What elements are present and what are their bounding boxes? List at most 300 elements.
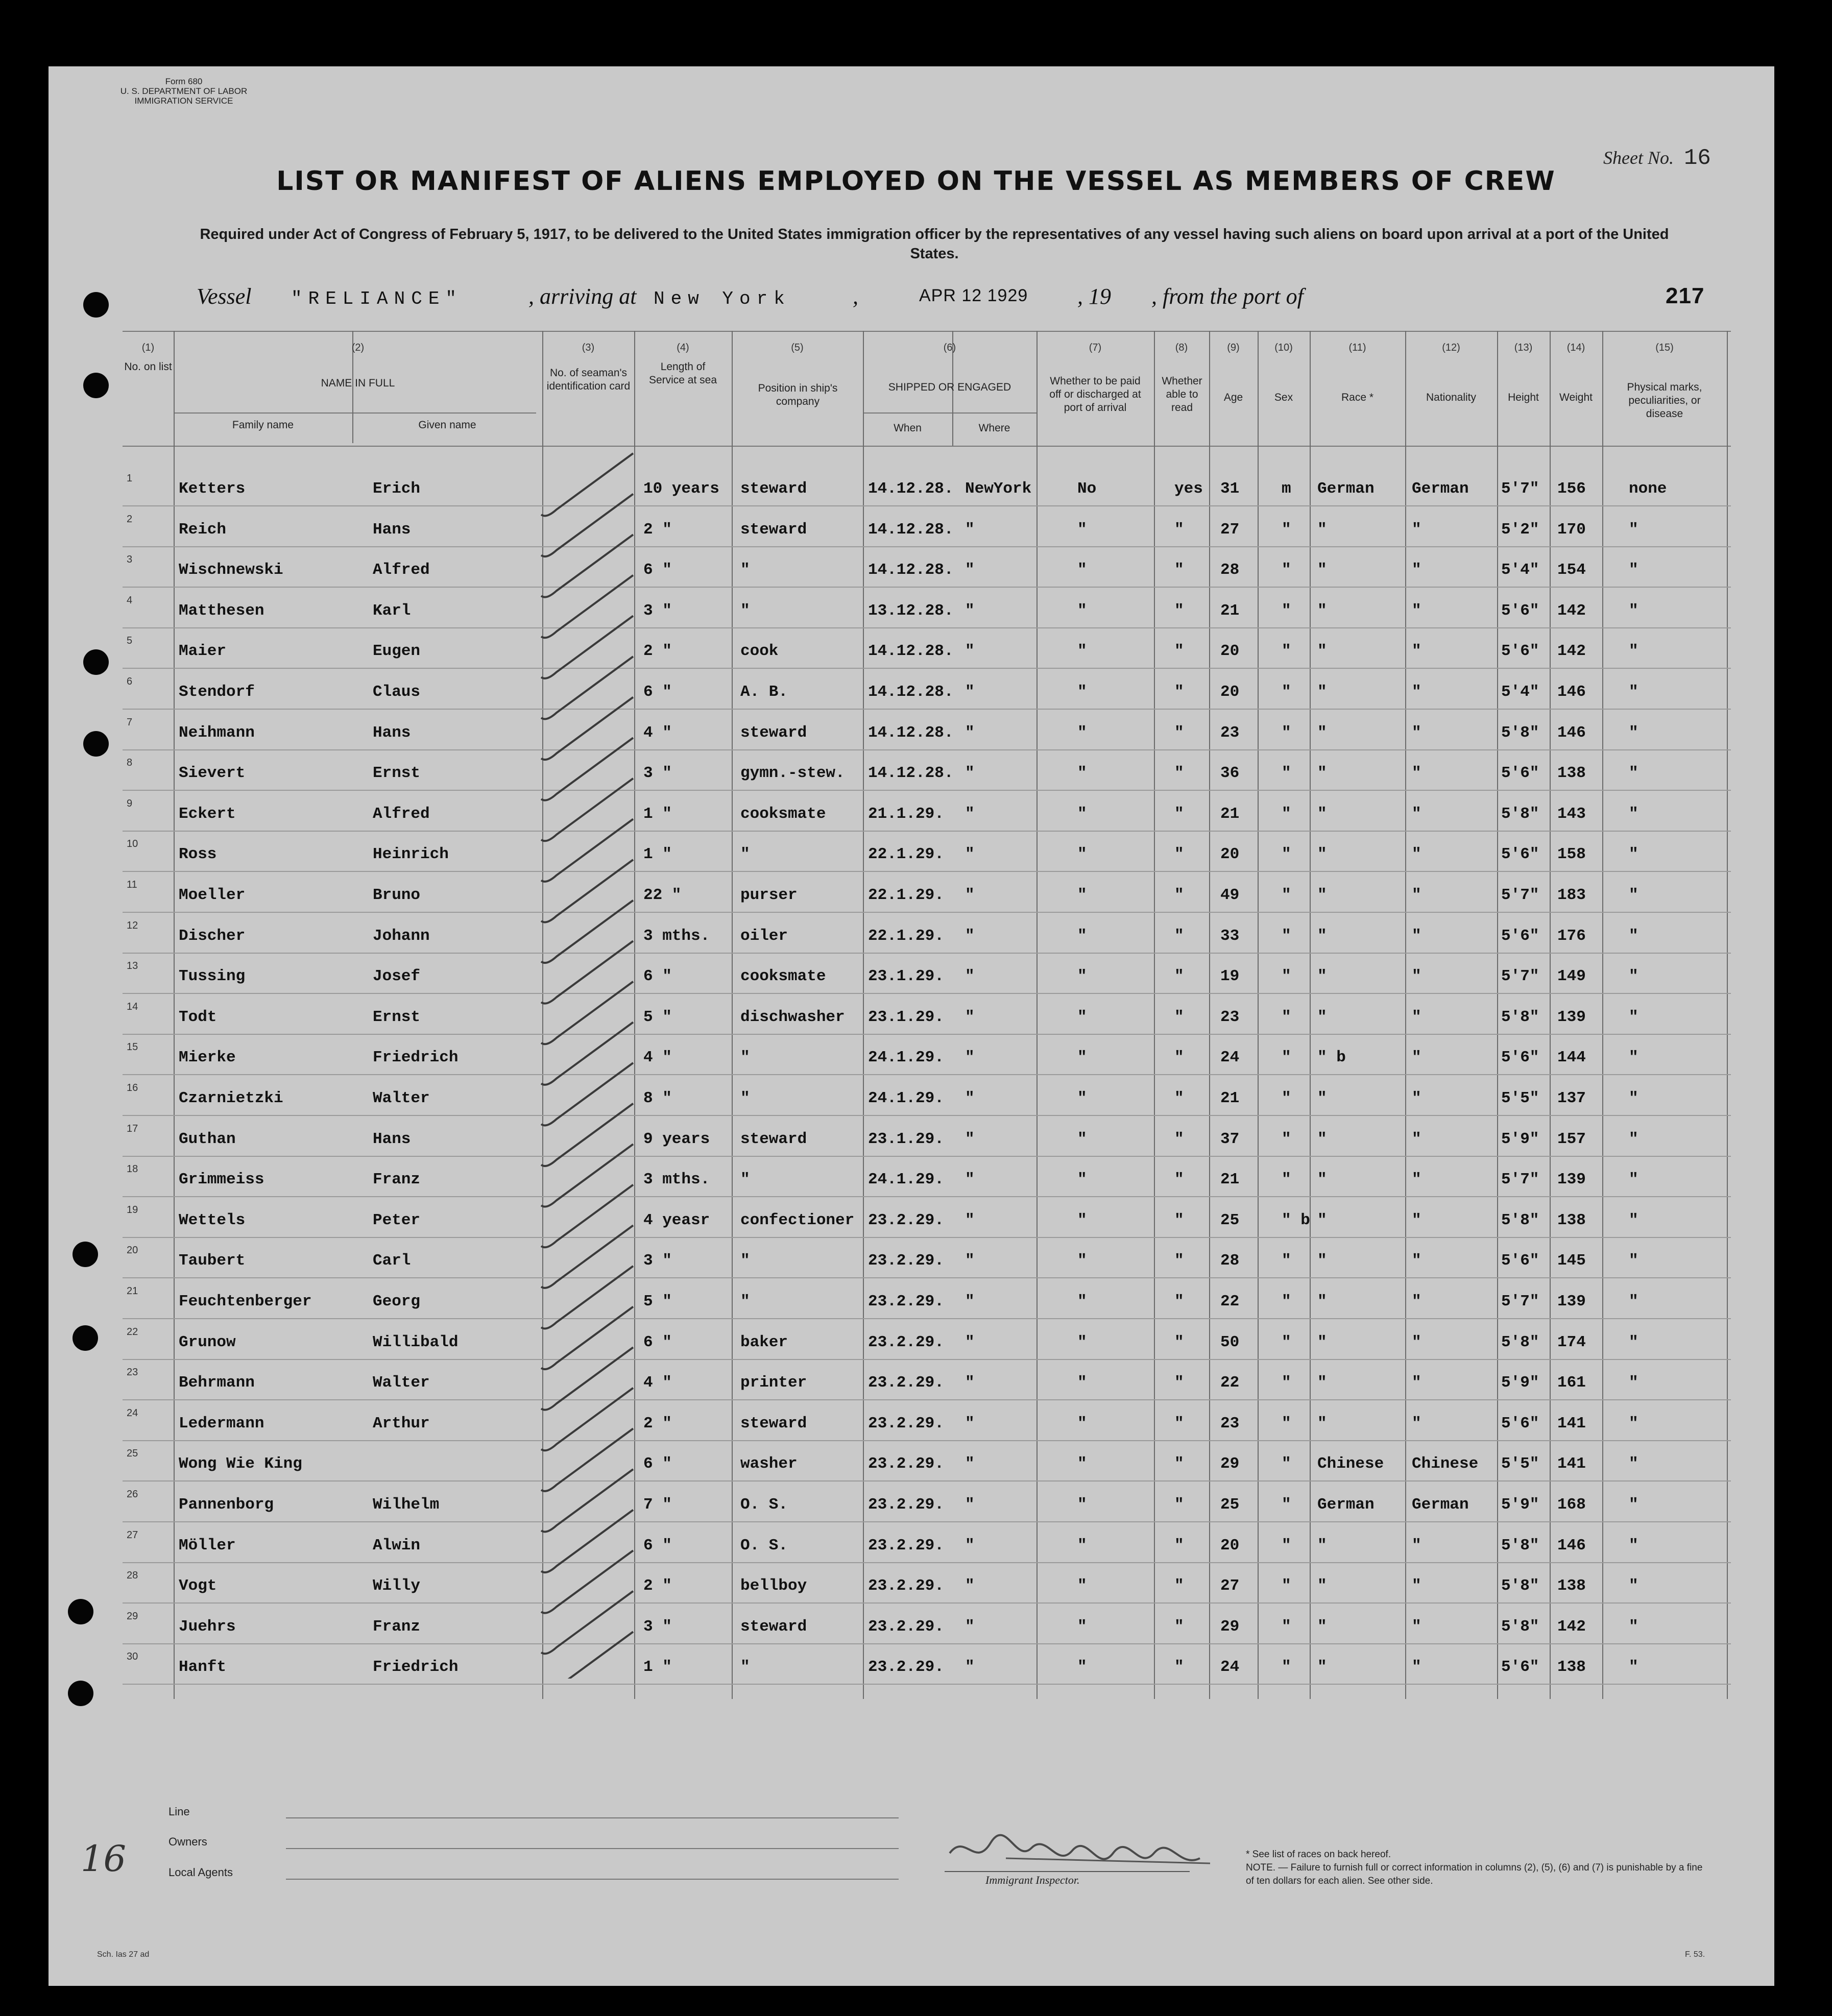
cell-n: 17 xyxy=(127,1123,138,1134)
cell-given: Georg xyxy=(373,1293,421,1310)
cell-paid: " xyxy=(1077,886,1087,904)
cell-height: 5'7" xyxy=(1501,1293,1539,1310)
col-where: Where xyxy=(978,422,1010,434)
cell-where: " xyxy=(965,1293,975,1310)
cell-race: " xyxy=(1317,1252,1327,1270)
cell-age: 29 xyxy=(1220,1455,1240,1473)
cell-read: " xyxy=(1174,1252,1184,1270)
cell-given: Walter xyxy=(373,1089,430,1107)
cell-position: steward xyxy=(740,1618,807,1636)
cell-nat: " xyxy=(1412,1333,1421,1351)
cell-n: 8 xyxy=(127,757,133,768)
cell-marks: " xyxy=(1629,1252,1638,1270)
cell-marks: " xyxy=(1629,1171,1638,1188)
sheet-value: 16 xyxy=(1683,145,1711,171)
cell-height: 5'8" xyxy=(1501,1211,1539,1229)
binder-hole xyxy=(83,731,109,757)
cell-paid: " xyxy=(1077,642,1087,660)
table-row xyxy=(123,1651,1731,1679)
cell-when: 23.2.29. xyxy=(868,1496,944,1514)
cell-height: 5'8" xyxy=(1501,805,1539,823)
table-row xyxy=(123,514,1731,541)
cell-marks: " xyxy=(1629,602,1638,620)
col-given-name: Given name xyxy=(418,419,476,431)
cell-read: " xyxy=(1174,642,1184,660)
cell-weight: 154 xyxy=(1557,561,1586,579)
cell-race: " xyxy=(1317,683,1327,701)
cell-read: " xyxy=(1174,1008,1184,1026)
cell-weight: 141 xyxy=(1557,1455,1586,1473)
cell-weight: 138 xyxy=(1557,1658,1586,1676)
cell-where: " xyxy=(965,724,975,742)
cell-marks: " xyxy=(1629,724,1638,742)
cell-where: " xyxy=(965,642,975,660)
cell-position: steward xyxy=(740,480,807,498)
cell-read: " xyxy=(1174,845,1184,863)
cell-read: " xyxy=(1174,1211,1184,1229)
cell-paid: " xyxy=(1077,1333,1087,1351)
cell-age: 37 xyxy=(1220,1130,1240,1148)
cell-n: 26 xyxy=(127,1489,138,1500)
cell-when: 21.1.29. xyxy=(868,805,944,823)
cell-nat: " xyxy=(1412,1211,1421,1229)
cell-sex: " xyxy=(1282,764,1291,782)
check-mark xyxy=(541,738,633,800)
table-row xyxy=(123,1245,1731,1272)
cell-age: 25 xyxy=(1220,1211,1240,1229)
check-mark xyxy=(541,1469,633,1532)
cell-sex: " xyxy=(1282,561,1291,579)
cell-read: " xyxy=(1174,1374,1184,1392)
date-stamp: APR 12 1929 xyxy=(919,286,1028,305)
cell-where: " xyxy=(965,764,975,782)
from-port-label: , from the port of xyxy=(1151,284,1304,309)
cell-family: Pannenborg xyxy=(179,1496,274,1514)
cell-n: 24 xyxy=(127,1407,138,1419)
check-mark xyxy=(541,697,633,760)
cell-age: 19 xyxy=(1220,967,1240,985)
check-mark xyxy=(541,1266,633,1328)
table-row xyxy=(123,1529,1731,1557)
cell-given: Carl xyxy=(373,1252,411,1270)
cell-family: Reich xyxy=(179,521,227,539)
cell-race: German xyxy=(1317,1496,1375,1514)
cell-service: 3 " xyxy=(643,764,672,782)
cell-race: " xyxy=(1317,845,1327,863)
cell-given: Hans xyxy=(373,1130,411,1148)
cell-marks: " xyxy=(1629,1130,1638,1148)
cell-weight: 138 xyxy=(1557,764,1586,782)
cell-family: Moeller xyxy=(179,886,246,904)
cell-height: 5'7" xyxy=(1501,1171,1539,1188)
cell-family: Wettels xyxy=(179,1211,246,1229)
cell-n: 20 xyxy=(127,1245,138,1256)
table-row xyxy=(123,554,1731,581)
cell-n: 13 xyxy=(127,960,138,971)
cell-sex: " xyxy=(1282,1577,1291,1595)
cell-where: " xyxy=(965,886,975,904)
cell-family: Feuchtenberger xyxy=(179,1293,312,1310)
cell-service: 3 " xyxy=(643,1618,672,1636)
cell-weight: 146 xyxy=(1557,683,1586,701)
cell-sex: " xyxy=(1282,1658,1291,1676)
cell-sex: " xyxy=(1282,724,1291,742)
cell-marks: " xyxy=(1629,1496,1638,1514)
cell-paid: No xyxy=(1077,480,1097,498)
col-length-service: Length of Service at sea xyxy=(648,361,717,386)
cell-read: " xyxy=(1174,1496,1184,1514)
cell-nat: " xyxy=(1412,1374,1421,1392)
cell-service: 7 " xyxy=(643,1496,672,1514)
cell-service: 8 " xyxy=(643,1089,672,1107)
crew-manifest-table: (1) (2) (3) (4) (5) (6) (7) (8) (9) (10) (11) (12) (13) (14) (15) No. on list NAME IN FULL Family name Given name No. of seaman's identification card Length of Service at sea Position in ship's company SHIPPED OR ENGAGED When Where Whether to be paid off or discharged at port of arrival Whether able to read Age Sex Race * Nationality Height Weight Physical marks, peculiarities, or disease 1 Ketters Erich 10 years steward 14.12.28. NewYork No yes 31 m German German 5'7" 156 none 2 Reich Hans 2 " steward 14.12.28. " " " 27 " " " 5'2" 170 " 3 Wischnewski Alfred 6 " " 14.12.28. " " " 28 " " " 5'4" 154 " 4 Matthesen Karl 3 " " 13.12.28. " " " 21 " " " 5'6" 142 " 5 Maier Eugen 2 " cook 14.12.28. " " " 20 " " " 5'6" 142 " 6 Stendorf Claus 6 " A. B. 14.12.28. " " " 20 " " " 5'4" 146 " 7 Neihmann Hans 4 " steward 14.12.28. " " " 23 " " " 5'8" 146 " 8 Sievert Ernst 3 " gymn.-stew. 14.12.28. " " " 36 " " " 5'6" 138 " 9 Eckert Alfred 1 " cooksmate 21.1.29. " " " 21 " " " 5'8" 143 " 10 Ross Heinrich 1 " " 22.1.29. " " " 20 " " " 5'6" 158 " 11 Moeller Bruno 22 " purser 22.1.29. " " " 49 " " " 5'7" 183 " 12 Discher Johann 3 mths. oiler 22.1.29. " " " 33 " " " 5'6" 176 " 13 Tussing Josef 6 " cooksmate 23.1.29. " " " 19 " " " 5'7" 149 " 14 Todt Ernst 5 " dischwasher 23.1.29. " " " 23 " " " 5'8" 139 " 15 Mierke Friedrich 4 " " 24.1.29. " " " 24 " " b " 5'6" 144 " 16 Czarnietzki Walter 8 " " 24.1.29. " " " 21 " " " 5'5" 137 " 17 Guthan Hans 9 years steward 23.1.29. " " " 37 " " " 5'9" 157 " 18 Grimmeiss Franz 3 mths. " 24.1.29. " " " 21 " " " 5'7" 139 " 19 Wettels Peter 4 yeasr confectioner 23.2.29. " " " 25 " b " " 5'8" 138 " 20 Taubert Carl 3 " " 23.2.29. " " " 28 " " " 5'6" 145 " 21 Feuchtenberger Georg 5 " " 23.2.29. " " " 22 " " " 5'7" 139 " 22 Grunow Willibald 6 " baker 23.2.29. " " " 50 " " " 5'8" 174 " 23 Behrmann Walter 4 " printer 23.2.29. " " " 22 " " " 5'9" 161 " 24 Ledermann Arthur 2 " steward 23.2.29. " " " 23 " " " 5'6" 141 " 25 Wong Wie King 6 " washer 23.2.29. " " " 29 " Chinese Chinese 5'5" 141 " 26 Pannenborg Wilhelm 7 " O. S. 23.2.29. " " " 25 " German German 5'9" 168 " 27 Möller Alwin 6 " O. S. 23.2.29. " " " 20 " " " 5'8" 146 " 28 Vogt Willy 2 " bellboy 23.2.29. " " " 27 " " " 5'8" 138 " 29 Juehrs Franz 3 " steward 23.2.29. " " " 29 " " " 5'8" 142 " 30 Hanft Friedrich 1 " " 23.2.29. " " " 24 " " " 5'6" 138 " xyxy=(123,331,1731,1699)
cell-service: 4 " xyxy=(643,724,672,742)
cell-height: 5'6" xyxy=(1501,642,1539,660)
cell-where: " xyxy=(965,1089,975,1107)
col-name-in-full: NAME IN FULL xyxy=(321,377,395,389)
cell-nat: " xyxy=(1412,967,1421,985)
cell-n: 12 xyxy=(127,920,138,931)
cell-read: " xyxy=(1174,967,1184,985)
cell-service: 4 yeasr xyxy=(643,1211,710,1229)
cell-age: 20 xyxy=(1220,1537,1240,1554)
cell-race: " xyxy=(1317,1008,1327,1026)
cell-n: 10 xyxy=(127,838,138,849)
cell-height: 5'5" xyxy=(1501,1455,1539,1473)
cell-service: 6 " xyxy=(643,1455,672,1473)
cell-race: " xyxy=(1317,521,1327,539)
cell-weight: 170 xyxy=(1557,521,1586,539)
cell-nat: " xyxy=(1412,1577,1421,1595)
cell-race: " xyxy=(1317,886,1327,904)
binder-hole xyxy=(83,373,109,398)
cell-race: " xyxy=(1317,805,1327,823)
cell-when: 13.12.28. xyxy=(868,602,954,620)
col-age: Age xyxy=(1223,392,1243,403)
cell-given: Josef xyxy=(373,967,421,985)
cell-service: 6 " xyxy=(643,967,672,985)
cell-service: 6 " xyxy=(643,1333,672,1351)
cell-where: " xyxy=(965,1130,975,1148)
cell-given: Wilhelm xyxy=(373,1496,440,1514)
cell-sex: " xyxy=(1282,1089,1291,1107)
cell-where: NewYork xyxy=(965,480,1032,498)
cell-where: " xyxy=(965,805,975,823)
cell-where: " xyxy=(965,602,975,620)
cell-race: " xyxy=(1317,602,1327,620)
cell-where: " xyxy=(965,1496,975,1514)
cell-read: " xyxy=(1174,1577,1184,1595)
cell-when: 14.12.28. xyxy=(868,521,954,539)
cell-race: " b xyxy=(1317,1049,1346,1066)
year-label: , 19 xyxy=(1077,284,1111,309)
cell-sex: " xyxy=(1282,845,1291,863)
check-mark xyxy=(541,1144,633,1206)
cell-when: 23.2.29. xyxy=(868,1293,944,1310)
cell-nat: " xyxy=(1412,521,1421,539)
cell-read: " xyxy=(1174,1049,1184,1066)
cell-family: Discher xyxy=(179,927,246,945)
cell-family: Neihmann xyxy=(179,724,255,742)
cell-read: " xyxy=(1174,521,1184,539)
cell-nat: " xyxy=(1412,1049,1421,1066)
table-row xyxy=(123,757,1731,785)
cell-paid: " xyxy=(1077,1211,1087,1229)
cell-n: 30 xyxy=(127,1651,138,1662)
cell-service: 2 " xyxy=(643,521,672,539)
cell-paid: " xyxy=(1077,1089,1087,1107)
table-row xyxy=(123,595,1731,622)
cell-service: 3 " xyxy=(643,1252,672,1270)
cell-read: " xyxy=(1174,886,1184,904)
cell-age: 27 xyxy=(1220,1577,1240,1595)
cell-height: 5'6" xyxy=(1501,1658,1539,1676)
table-row xyxy=(123,1570,1731,1597)
cell-service: 6 " xyxy=(643,683,672,701)
page-subtitle: Required under Act of Congress of February 5, 1917, to be delivered to the United States immigration officer by the representatives of any vessel having such aliens on board upon arrival at a port of the United States. xyxy=(200,226,1669,262)
cell-when: 24.1.29. xyxy=(868,1049,944,1066)
table-row xyxy=(123,1326,1731,1354)
cell-paid: " xyxy=(1077,683,1087,701)
cell-when: 23.2.29. xyxy=(868,1658,944,1676)
cell-read: " xyxy=(1174,1618,1184,1636)
cell-where: " xyxy=(965,1374,975,1392)
cell-given: Heinrich xyxy=(373,845,449,863)
cell-height: 5'9" xyxy=(1501,1130,1539,1148)
cell-when: 23.2.29. xyxy=(868,1374,944,1392)
cell-position: steward xyxy=(740,724,807,742)
check-mark xyxy=(541,1022,633,1084)
races-note: * See list of races on back hereof. xyxy=(1246,1849,1391,1860)
cell-nat: " xyxy=(1412,764,1421,782)
print-code-left: Sch. Ias 27 ad xyxy=(97,1950,150,1959)
cell-read: " xyxy=(1174,1455,1184,1473)
cell-service: 4 " xyxy=(643,1049,672,1066)
cell-height: 5'7" xyxy=(1501,886,1539,904)
cell-nat: " xyxy=(1412,1658,1421,1676)
cell-when: 24.1.29. xyxy=(868,1171,944,1188)
cell-service: 3 mths. xyxy=(643,927,710,945)
page-title: LIST OR MANIFEST OF ALIENS EMPLOYED ON THE VESSEL AS MEMBERS OF CREW xyxy=(276,166,1556,197)
cell-family: Hanft xyxy=(179,1658,227,1676)
cell-where: " xyxy=(965,1658,975,1676)
cell-race: " xyxy=(1317,1130,1327,1148)
cell-position: O. S. xyxy=(740,1537,788,1554)
cell-given: Bruno xyxy=(373,886,421,904)
cell-when: 14.12.28. xyxy=(868,642,954,660)
check-mark xyxy=(541,941,633,1003)
table-row xyxy=(123,879,1731,907)
inspector-signature xyxy=(945,1823,1231,1904)
cell-n: 28 xyxy=(127,1570,138,1581)
cell-service: 5 " xyxy=(643,1008,672,1026)
check-mark xyxy=(541,494,633,556)
cell-paid: " xyxy=(1077,561,1087,579)
cell-paid: " xyxy=(1077,1455,1087,1473)
check-mark xyxy=(541,1185,633,1247)
cell-paid: " xyxy=(1077,1577,1087,1595)
cell-height: 5'6" xyxy=(1501,1252,1539,1270)
cell-family: Ketters xyxy=(179,480,246,498)
cell-paid: " xyxy=(1077,1537,1087,1554)
cell-service: 2 " xyxy=(643,642,672,660)
check-mark xyxy=(541,1225,633,1288)
cell-position: " xyxy=(740,1089,750,1107)
cell-height: 5'8" xyxy=(1501,1008,1539,1026)
cell-sex: " xyxy=(1282,1293,1291,1310)
check-mark xyxy=(541,1104,633,1166)
cell-given: Willibald xyxy=(373,1333,459,1351)
cell-age: 36 xyxy=(1220,764,1240,782)
cell-nat: " xyxy=(1412,1252,1421,1270)
cell-read: " xyxy=(1174,602,1184,620)
table-row xyxy=(123,1489,1731,1516)
binder-hole xyxy=(68,1599,93,1624)
cell-height: 5'9" xyxy=(1501,1496,1539,1514)
cell-where: " xyxy=(965,1252,975,1270)
cell-weight: 157 xyxy=(1557,1130,1586,1148)
cell-age: 27 xyxy=(1220,521,1240,539)
cell-nat: " xyxy=(1412,1537,1421,1554)
cell-age: 23 xyxy=(1220,1008,1240,1026)
table-row xyxy=(123,1163,1731,1191)
cell-race: " xyxy=(1317,1211,1327,1229)
cell-when: 23.1.29. xyxy=(868,1130,944,1148)
col-height: Height xyxy=(1508,392,1539,403)
cell-marks: " xyxy=(1629,683,1638,701)
cell-sex: " xyxy=(1282,805,1291,823)
service: IMMIGRATION SERVICE xyxy=(134,96,233,106)
cell-marks: " xyxy=(1629,1537,1638,1554)
cell-given: Karl xyxy=(373,602,411,620)
cell-read: " xyxy=(1174,1130,1184,1148)
cell-age: 33 xyxy=(1220,927,1240,945)
table-row xyxy=(123,838,1731,866)
cell-paid: " xyxy=(1077,1374,1087,1392)
cell-when: 23.2.29. xyxy=(868,1577,944,1595)
cell-race: " xyxy=(1317,1658,1327,1676)
cell-age: 24 xyxy=(1220,1049,1240,1066)
cell-when: 22.1.29. xyxy=(868,927,944,945)
cell-height: 5'6" xyxy=(1501,602,1539,620)
cell-read: yes xyxy=(1174,480,1203,498)
cell-position: bellboy xyxy=(740,1577,807,1595)
cell-given: Walter xyxy=(373,1374,430,1392)
cell-age: 28 xyxy=(1220,1252,1240,1270)
cell-marks: " xyxy=(1629,886,1638,904)
cell-given: Peter xyxy=(373,1211,421,1229)
cell-given: Hans xyxy=(373,724,411,742)
cell-sex: " xyxy=(1282,967,1291,985)
cell-where: " xyxy=(965,1618,975,1636)
cell-sex: " xyxy=(1282,1455,1291,1473)
cell-position: " xyxy=(740,1049,750,1066)
cell-sex: " xyxy=(1282,886,1291,904)
cell-when: 23.2.29. xyxy=(868,1455,944,1473)
cell-read: " xyxy=(1174,1089,1184,1107)
immigrant-inspector-label: Immigrant Inspector. xyxy=(985,1874,1080,1886)
cell-n: 23 xyxy=(127,1367,138,1378)
cell-nat: " xyxy=(1412,805,1421,823)
cell-nat: Chinese xyxy=(1412,1455,1479,1473)
cell-age: 50 xyxy=(1220,1333,1240,1351)
cell-family: Wischnewski xyxy=(179,561,283,579)
cell-paid: " xyxy=(1077,1618,1087,1636)
cell-marks: none xyxy=(1629,480,1667,498)
cell-age: 21 xyxy=(1220,1089,1240,1107)
cell-height: 5'2" xyxy=(1501,521,1539,539)
cell-marks: " xyxy=(1629,1089,1638,1107)
cell-age: 21 xyxy=(1220,1171,1240,1188)
cell-n: 15 xyxy=(127,1041,138,1053)
cell-race: " xyxy=(1317,1415,1327,1432)
cell-marks: " xyxy=(1629,1008,1638,1026)
cell-position: steward xyxy=(740,1415,807,1432)
cell-n: 27 xyxy=(127,1529,138,1541)
table-row xyxy=(123,1041,1731,1069)
cell-family: Ledermann xyxy=(179,1415,264,1432)
cell-service: 2 " xyxy=(643,1415,672,1432)
cell-family: Grimmeiss xyxy=(179,1171,264,1188)
cell-service: 3 " xyxy=(643,602,672,620)
cell-weight: 138 xyxy=(1557,1577,1586,1595)
handwritten-page-number: 16 xyxy=(81,1838,127,1880)
cell-given: Claus xyxy=(373,683,421,701)
cell-paid: " xyxy=(1077,724,1087,742)
cell-height: 5'8" xyxy=(1501,1537,1539,1554)
cell-weight: 138 xyxy=(1557,1211,1586,1229)
cell-position: printer xyxy=(740,1374,807,1392)
cell-height: 5'7" xyxy=(1501,480,1539,498)
cell-n: 4 xyxy=(127,595,133,606)
cell-marks: " xyxy=(1629,1211,1638,1229)
table-row xyxy=(123,1448,1731,1475)
check-mark xyxy=(541,1063,633,1125)
cell-family: Matthesen xyxy=(179,602,264,620)
cell-read: " xyxy=(1174,927,1184,945)
cell-nat: " xyxy=(1412,845,1421,863)
check-mark xyxy=(541,616,633,678)
cell-nat: " xyxy=(1412,1008,1421,1026)
cell-n: 6 xyxy=(127,676,133,687)
footnote xyxy=(1246,1848,1705,1888)
cell-age: 24 xyxy=(1220,1658,1240,1676)
page-stamp: 217 xyxy=(1666,283,1705,308)
cell-n: 7 xyxy=(127,717,133,728)
cell-service: 9 years xyxy=(643,1130,710,1148)
cell-position: cooksmate xyxy=(740,967,826,985)
cell-marks: " xyxy=(1629,1577,1638,1595)
cell-read: " xyxy=(1174,683,1184,701)
cell-race: " xyxy=(1317,1618,1327,1636)
cell-nat: " xyxy=(1412,602,1421,620)
cell-marks: " xyxy=(1629,1293,1638,1310)
cell-age: 22 xyxy=(1220,1293,1240,1310)
cell-service: 1 " xyxy=(643,1658,672,1676)
cell-position: " xyxy=(740,602,750,620)
cell-given: Alfred xyxy=(373,561,430,579)
table-row xyxy=(123,1123,1731,1151)
cell-n: 22 xyxy=(127,1326,138,1338)
cell-nat: " xyxy=(1412,1089,1421,1107)
cell-read: " xyxy=(1174,1293,1184,1310)
cell-n: 11 xyxy=(127,879,137,890)
cell-given: Friedrich xyxy=(373,1049,459,1066)
cell-where: " xyxy=(965,927,975,945)
cell-read: " xyxy=(1174,1537,1184,1554)
cell-given: Erich xyxy=(373,480,421,498)
cell-when: 14.12.28. xyxy=(868,561,954,579)
